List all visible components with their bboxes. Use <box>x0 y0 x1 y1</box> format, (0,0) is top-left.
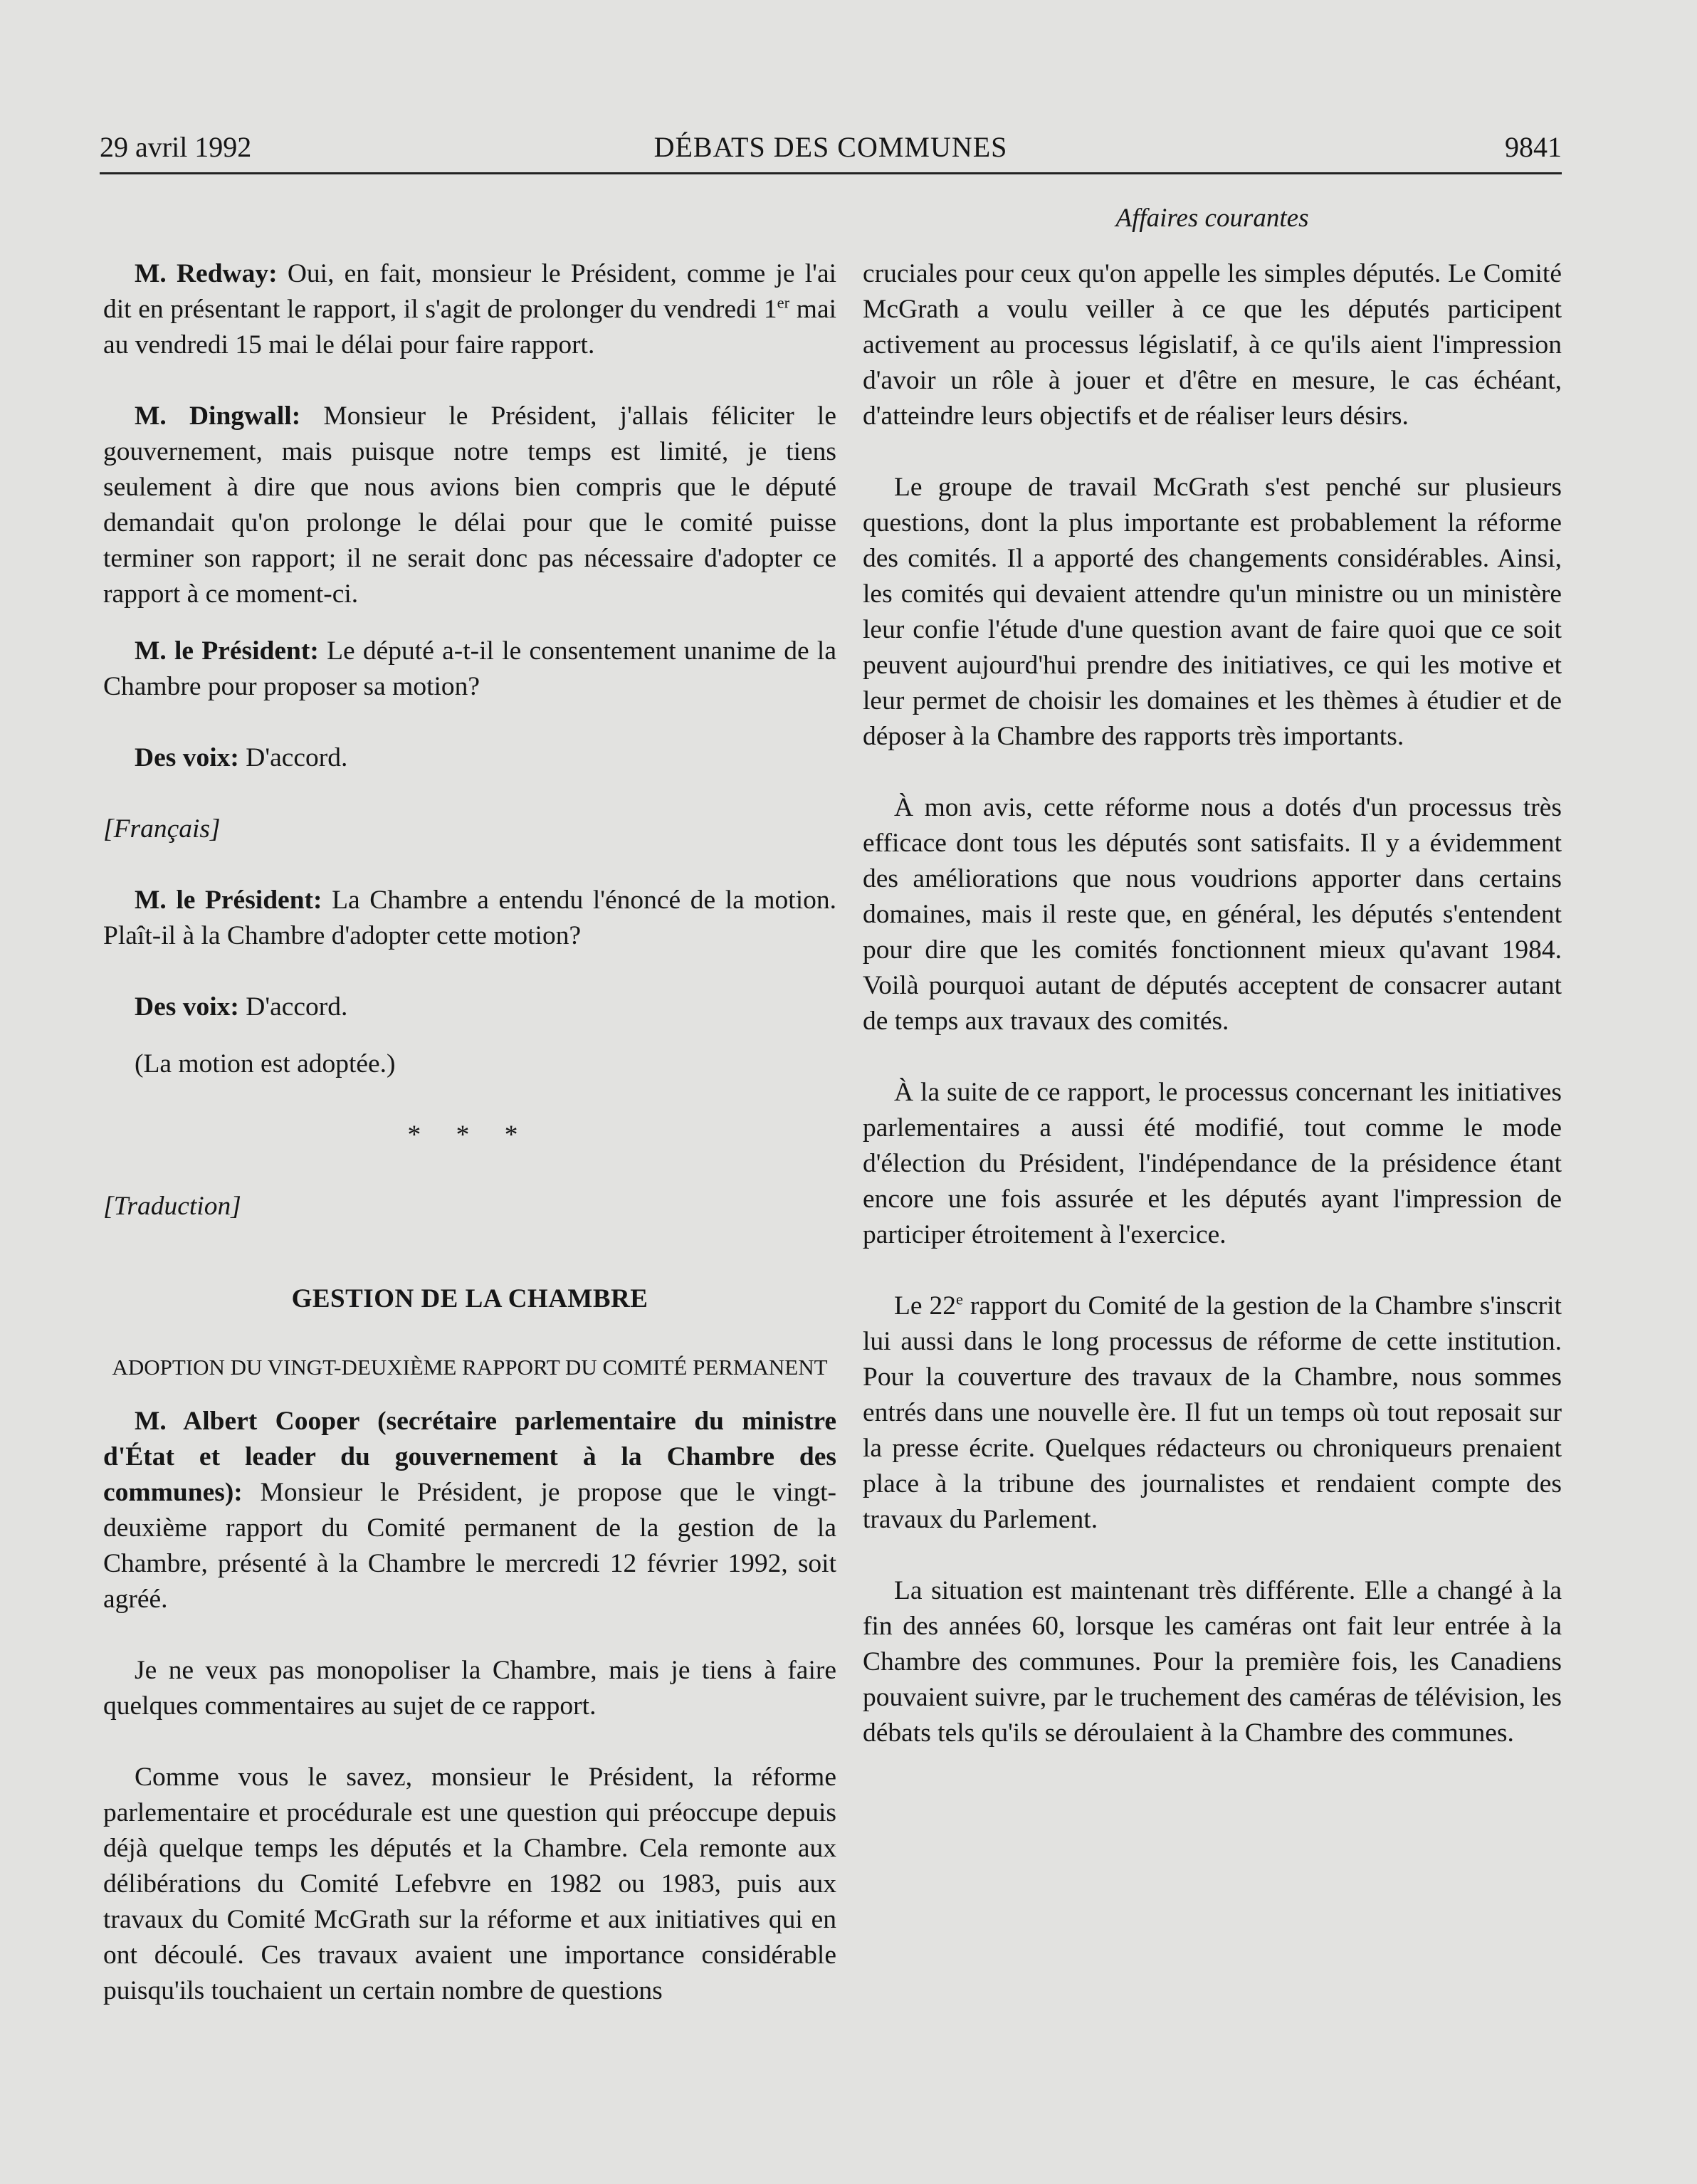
paragraph-president-2 <box>103 883 836 954</box>
speech-text: D'accord. <box>238 743 348 772</box>
paragraph-body: La situation est maintenant très différente. Elle a changé à la fin des années 60, lorsque les caméras ont fait leur entrée à la Chambre des communes. Pour la première fois, les Canadiens pouvaient suivre, par le truchement des caméras de télévision, les débats tels qu'ils se déroulaient à la Chambre des communes. <box>863 1576 1562 1748</box>
superscript: er <box>777 293 790 312</box>
motion-adopted: (La motion est adoptée.) <box>135 1049 396 1078</box>
speech-text: Le 22 <box>894 1291 956 1321</box>
paragraph-body: Comme vous le savez, monsieur le Président, la réforme parlementaire et procédurale est une question qui préoccupe depuis déjà quelque temps les députés et la Chambre. Cela remonte aux délibérations du Comité Lefebvre en 1982 ou 1983, puis aux travaux du Comité McGrath sur la réforme et aux initiatives qui en ont découlé. Ces travaux avaient une importance considérable puisqu'ils touchaient un certain nombre de questions <box>103 1763 836 2005</box>
separator-stars: * * * <box>407 1120 532 1150</box>
speaker-name: Des voix: <box>135 743 239 772</box>
speaker-name: Des voix: <box>135 992 239 1022</box>
paragraph-body: À la suite de ce rapport, le processus concernant les initiatives parlementaires a aussi été modifié, tout comme le mode d'élection du Président, l'indépendance de la présidence étant encore une fois assurée et les députés ayant l'impression de participer étroitement à l'exercice. <box>863 1078 1562 1249</box>
speech-text: Monsieur le Président, je propose que le vingt-deuxième rapport du Comité permanent de la gestion de la Chambre, présenté à la Chambre le mercredi 12 février 1992, soit agréé. <box>103 1478 836 1614</box>
speech-text: Monsieur le Président, j'allais féliciter le gouvernement, mais puisque notre temps est limité, je tiens seulement à dire que nous avions bien compris que le député demandait qu'on prolonge le délai pour que le comité puisse terminer son rapport; il ne serait donc pas nécessaire d'adopter ce rapport à ce moment-ci. <box>103 401 836 609</box>
paragraph-body <box>863 1288 1562 1538</box>
left-column <box>103 256 836 2009</box>
paragraph-body: À mon avis, cette réforme nous a dotés d'un processus très efficace dont tous les députés sont satisfaits. Il y a évidemment des améliorations que nous voudrions apporter dans certains domaines, mais il reste que, en général, les députés s'entendent pour dire que les comités fonctionnent mieux qu'avant 1984. Voilà pourquoi autant de députés acceptent de consacrer autant de temps aux travaux des comités. <box>863 793 1562 1036</box>
speaker-name: M. Albert Cooper (secrétaire parlementaire du ministre d'État et leader du gouvernement à la Chambre des communes): <box>103 1407 836 1507</box>
speaker-name: M. Redway: <box>135 259 278 288</box>
speech-text: mai au vendredi 15 mai le délai pour faire rapport. <box>103 295 837 359</box>
speaker-name: M. le Président: <box>135 636 319 666</box>
speech-text: D'accord. <box>238 992 348 1022</box>
section-subheading: ADOPTION DU VINGT-DEUXIÈME RAPPORT DU COMITÉ PERMANENT <box>112 1355 828 1380</box>
section-label: Affaires courantes <box>1115 204 1309 233</box>
paragraph-voices-1 <box>103 740 836 776</box>
language-note: [Traduction] <box>103 1192 241 1221</box>
page-number: 9841 <box>1505 131 1562 163</box>
speaker-name: M. le Président: <box>135 886 322 915</box>
paragraph-body: Le groupe de travail McGrath s'est penché sur plusieurs questions, dont la plus importante est probablement la réforme des comités. Il a apporté des changements considérables. Ainsi, les comités qui devaient attendre qu'un ministre ou un ministère leur confie l'étude d'une question avant de faire quoi que ce soit peuvent aujourd'hui prendre des initiatives, ce qui les motive et leur permet de choisir les domaines et les thèmes à étudier et de déposer à la Chambre des rapports très importants. <box>863 473 1562 751</box>
header-rule <box>100 172 1562 174</box>
right-column <box>863 256 1562 1751</box>
paragraph-dingwall <box>103 399 836 612</box>
superscript: e <box>955 1290 963 1308</box>
speech-text: La Chambre a entendu l'énoncé de la motion. Plaît-il à la Chambre d'adopter cette motion? <box>103 886 837 950</box>
speech-text: Le député a-t-il le consentement unanime de la Chambre pour proposer sa motion? <box>103 636 836 701</box>
header-title: DÉBATS DES COMMUNES <box>653 131 1008 163</box>
page-header <box>100 130 1562 172</box>
speaker-name: M. Dingwall: <box>135 401 301 431</box>
paragraph-president-1 <box>103 634 836 705</box>
header-date: 29 avril 1992 <box>100 131 252 163</box>
speech-text: Oui, en fait, monsieur le Président, comme je l'ai dit en présentant le rapport, il s'agit de prolonger du vendredi 1 <box>103 259 837 324</box>
paragraph-redway <box>103 256 836 363</box>
paragraph-body: Je ne veux pas monopoliser la Chambre, mais je tiens à faire quelques commentaires au sujet de ce rapport. <box>103 1656 836 1721</box>
paragraph-cooper <box>103 1404 836 1617</box>
speech-text: rapport du Comité de la gestion de la Chambre s'inscrit lui aussi dans le long processus de réforme de cette institution. Pour la couverture des travaux de la Chambre, nous sommes entrés dans une nouvelle ère. Il fut un temps où tout reposait sur la presse écrite. Quelques rédacteurs ou chroniqueurs prenaient place à la tribune des journalistes et rendaient compte des travaux du Parlement. <box>863 1291 1562 1534</box>
language-note: [Français] <box>103 814 221 844</box>
paragraph-body: cruciales pour ceux qu'on appelle les simples députés. Le Comité McGrath a voulu veiller à ce que les députés participent activement au processus législatif, à ce qu'ils aient l'impression d'avoir un rôle à jouer et d'être en mesure, le cas échéant, d'atteindre leurs objectifs et de réaliser leurs désirs. <box>863 259 1562 431</box>
section-heading: GESTION DE LA CHAMBRE <box>291 1284 648 1313</box>
paragraph-voices-2 <box>103 989 836 1025</box>
